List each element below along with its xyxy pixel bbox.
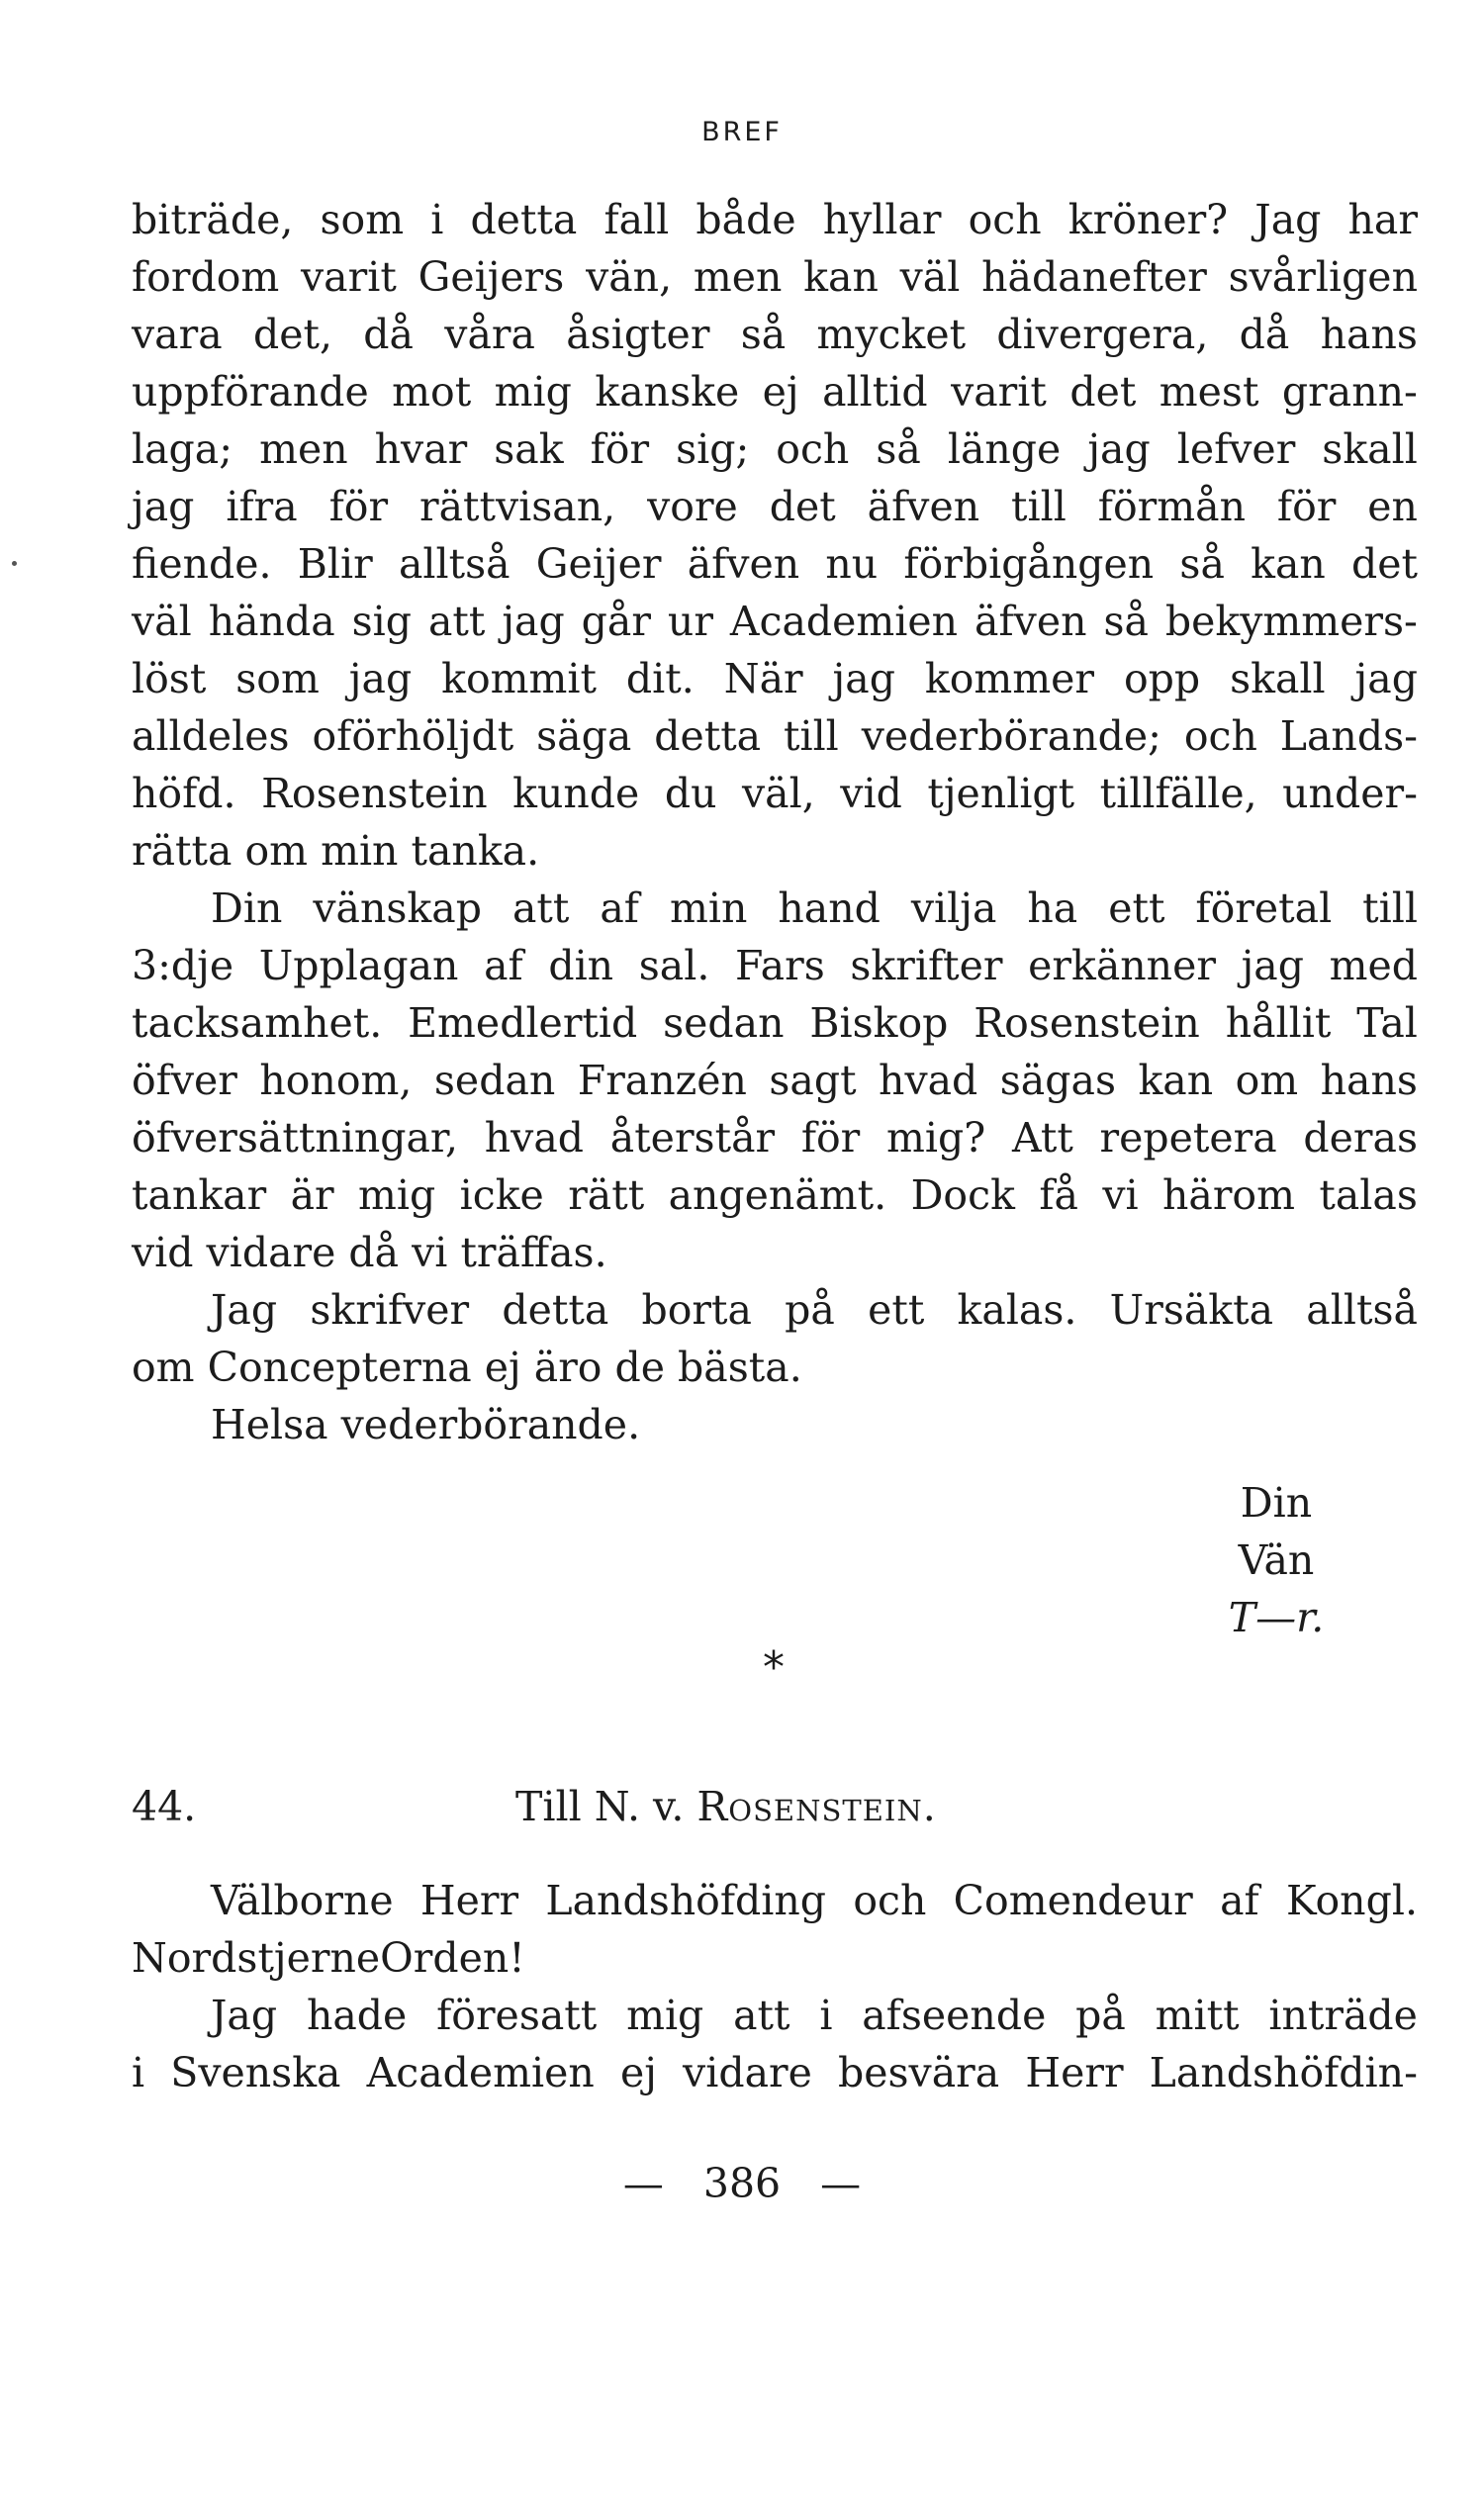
word: mycket xyxy=(816,311,967,358)
text-line xyxy=(132,1987,1418,2044)
word: sagt xyxy=(769,1057,857,1104)
word: då xyxy=(363,311,414,358)
word: detta xyxy=(654,712,762,760)
word: alldeles xyxy=(132,712,290,760)
word: Ursäkta xyxy=(1109,1286,1274,1334)
text-line xyxy=(132,248,1418,306)
word: länge xyxy=(947,425,1062,473)
word: mot xyxy=(392,368,472,416)
word: Geijer xyxy=(535,540,662,588)
word: lefver xyxy=(1176,425,1296,473)
word: nu xyxy=(825,540,879,588)
word: repetera xyxy=(1099,1114,1277,1162)
word: mig? xyxy=(886,1114,986,1162)
word: öfver xyxy=(132,1057,237,1104)
word: alltid xyxy=(822,368,928,416)
word: återstår xyxy=(609,1114,776,1162)
word: och xyxy=(968,196,1042,243)
word: alltså xyxy=(1306,1286,1418,1334)
word: Din xyxy=(211,884,283,932)
text-line xyxy=(132,1872,1418,1929)
word: Svenska xyxy=(170,2049,341,2096)
word: till xyxy=(1011,483,1067,530)
text-line xyxy=(132,363,1418,420)
word: jag xyxy=(1241,942,1304,989)
word: att xyxy=(427,598,486,645)
word: Rosenstein xyxy=(261,770,488,817)
word: mig xyxy=(626,1992,704,2039)
word: företal xyxy=(1195,884,1333,932)
word: ha xyxy=(1027,884,1078,932)
word: ej xyxy=(762,368,799,416)
word: af xyxy=(600,884,639,932)
word: Tal xyxy=(1356,999,1418,1047)
word: tjenligt xyxy=(927,770,1075,817)
word: sig xyxy=(351,598,412,645)
word: min xyxy=(669,884,748,932)
word: skall xyxy=(1230,655,1326,702)
section-separator-asterisk: * xyxy=(763,1642,785,1693)
word: vara xyxy=(132,311,223,358)
word: äfven xyxy=(687,540,800,588)
word: hållit xyxy=(1225,999,1332,1047)
word: då xyxy=(1239,311,1290,358)
word: i xyxy=(430,196,444,243)
word: löst xyxy=(132,655,207,702)
word: har xyxy=(1347,196,1418,243)
word: så xyxy=(876,425,921,473)
word: jag xyxy=(832,655,895,702)
word: säga xyxy=(536,712,632,760)
word: Landshöfding xyxy=(545,1877,827,1924)
word: mig xyxy=(494,368,572,416)
word: 3:dje xyxy=(132,942,234,989)
word: grann- xyxy=(1281,368,1418,416)
word: af xyxy=(1220,1877,1259,1924)
word: våra xyxy=(444,311,535,358)
word: som xyxy=(235,655,320,702)
text-line: om Concepterna ej äro de bästa. xyxy=(132,1344,802,1391)
word: det xyxy=(1069,368,1137,416)
word: vid xyxy=(840,770,902,817)
word: uppförande xyxy=(132,368,369,416)
word: jag xyxy=(348,655,413,702)
word: din xyxy=(548,942,614,989)
word: väl xyxy=(899,253,961,301)
text-line xyxy=(132,478,1418,535)
text-line xyxy=(132,1166,1418,1224)
word: kommit xyxy=(441,655,597,702)
word: Fars xyxy=(734,942,825,989)
letter-heading xyxy=(132,1778,1418,1835)
word: icke xyxy=(459,1171,544,1219)
word: dit. xyxy=(625,655,695,702)
text-line xyxy=(132,1281,1418,1339)
text-line xyxy=(132,2044,1418,2101)
word: hvad xyxy=(484,1114,585,1162)
word: Landshöfdin- xyxy=(1149,2049,1418,2096)
word: i xyxy=(132,2049,145,2096)
text-line xyxy=(132,420,1418,478)
word: äfven xyxy=(867,483,980,530)
text-line xyxy=(132,880,1418,937)
word: kan xyxy=(1138,1057,1214,1104)
running-head: BREF xyxy=(701,117,783,147)
word: Academien xyxy=(729,598,959,645)
word: och xyxy=(776,425,850,473)
word: och xyxy=(853,1877,927,1924)
word: åsigter xyxy=(566,311,710,358)
word: en xyxy=(1367,483,1418,530)
word: ett xyxy=(1108,884,1165,932)
word: angenämt. xyxy=(668,1171,887,1219)
word: vänskap xyxy=(313,884,482,932)
word: på xyxy=(1075,1992,1126,2039)
text-line xyxy=(132,593,1418,650)
word: opp xyxy=(1123,655,1201,702)
word: När xyxy=(723,655,803,702)
word: skall xyxy=(1322,425,1418,473)
word: att xyxy=(733,1992,790,2039)
word: erkänner xyxy=(1028,942,1216,989)
letter-title-prefix: Till N. v. xyxy=(515,1783,685,1830)
word: inträde xyxy=(1268,1992,1418,2039)
word: Franzén xyxy=(577,1057,747,1104)
word: Biskop xyxy=(809,999,949,1047)
letter-title xyxy=(515,1778,937,1835)
word: för xyxy=(590,425,650,473)
letter-title-name: Rosenstein. xyxy=(696,1783,937,1830)
word: vore xyxy=(647,483,738,530)
word: tacksamhet. xyxy=(132,999,383,1047)
word: varit xyxy=(301,253,397,301)
word: ifra xyxy=(226,483,298,530)
word: kunde xyxy=(512,770,640,817)
word: Kongl. xyxy=(1285,1877,1418,1924)
signoff xyxy=(1167,1474,1385,1646)
word: och xyxy=(1183,712,1257,760)
word: kan xyxy=(803,253,879,301)
word: mitt xyxy=(1155,1992,1240,2039)
word: Jag xyxy=(211,1992,278,2039)
word: mest xyxy=(1159,368,1259,416)
text-line xyxy=(132,707,1418,765)
word: Herr xyxy=(1025,2049,1124,2096)
word: så xyxy=(740,311,787,358)
word: vi xyxy=(1102,1171,1139,1219)
word: mig xyxy=(358,1171,436,1219)
text-line xyxy=(132,994,1418,1052)
text-line xyxy=(132,650,1418,707)
word: fiende. xyxy=(132,540,272,588)
word: Att xyxy=(1011,1114,1073,1162)
word: Emedlertid xyxy=(408,999,638,1047)
word: ett xyxy=(868,1286,925,1334)
word: talas xyxy=(1319,1171,1418,1219)
word: det xyxy=(769,483,836,530)
word: kalas. xyxy=(957,1286,1077,1334)
word: tankar xyxy=(132,1171,267,1219)
word: går xyxy=(581,598,651,645)
word: alltså xyxy=(398,540,510,588)
text-line xyxy=(132,937,1418,994)
word: till xyxy=(1362,884,1418,932)
word: med xyxy=(1329,942,1418,989)
text-line xyxy=(132,535,1418,593)
word: men xyxy=(259,425,348,473)
word: divergera, xyxy=(996,311,1209,358)
word: svårligen xyxy=(1228,253,1418,301)
word: besvära xyxy=(838,2049,1000,2096)
word: Jag xyxy=(1254,196,1322,243)
word: för xyxy=(1276,483,1337,530)
word: det, xyxy=(252,311,332,358)
word: för xyxy=(328,483,389,530)
word: Upplagan xyxy=(258,942,459,989)
word: hans xyxy=(1320,311,1418,358)
text-line: rätta om min tanka. xyxy=(132,827,540,875)
word: Academien xyxy=(366,2049,595,2096)
word: Lands- xyxy=(1279,712,1418,760)
word: Herr xyxy=(419,1877,519,1924)
word: sig; xyxy=(676,425,750,473)
word: hvad xyxy=(879,1057,978,1104)
text-line xyxy=(132,306,1418,363)
word: väl xyxy=(132,598,192,645)
word: vilja xyxy=(910,884,997,932)
word: förbigången xyxy=(903,540,1155,588)
word: jag xyxy=(1087,425,1151,473)
word: vidare xyxy=(683,2049,812,2096)
word: tillfälle, xyxy=(1099,770,1257,817)
word: kanske xyxy=(595,368,740,416)
word: Välborne xyxy=(211,1877,394,1924)
margin-speck xyxy=(12,561,17,566)
word: Rosenstein xyxy=(974,999,1200,1047)
word: bekymmers- xyxy=(1164,598,1418,645)
word: hand xyxy=(778,884,881,932)
word: få xyxy=(1039,1171,1078,1219)
word: kan xyxy=(1251,540,1326,588)
word: Blir xyxy=(297,540,373,588)
word: honom, xyxy=(259,1057,413,1104)
word: Jag xyxy=(211,1286,278,1334)
text-line xyxy=(132,191,1418,248)
text-line xyxy=(132,765,1418,822)
word: varit xyxy=(951,368,1047,416)
word: jag xyxy=(132,483,195,530)
word: afseende xyxy=(862,1992,1047,2039)
word: skrifver xyxy=(310,1286,470,1334)
word: du xyxy=(664,770,717,817)
text-line xyxy=(132,1109,1418,1166)
word: så xyxy=(1103,598,1149,645)
word: på xyxy=(785,1286,835,1334)
word: hädanefter xyxy=(981,253,1207,301)
page-folio xyxy=(0,2155,1484,2212)
word: föresatt xyxy=(436,1992,598,2039)
word: att xyxy=(511,884,570,932)
word: hyllar xyxy=(822,196,942,243)
letter-body-continued xyxy=(132,191,1418,1453)
word: rättvisan, xyxy=(418,483,616,530)
word: jag xyxy=(1354,655,1418,702)
word: biträde, xyxy=(132,196,294,243)
word: både xyxy=(696,196,796,243)
word: jag xyxy=(502,598,565,645)
letter-number: 44. xyxy=(132,1783,197,1830)
word: af xyxy=(484,942,523,989)
word: väl, xyxy=(742,770,815,817)
word: kröner? xyxy=(1067,196,1229,243)
word: härom xyxy=(1161,1171,1295,1219)
word: laga; xyxy=(132,425,233,473)
word: under- xyxy=(1282,770,1418,817)
word: detta xyxy=(502,1286,609,1334)
word: men xyxy=(693,253,783,301)
word: som xyxy=(320,196,405,243)
word: ur xyxy=(667,598,713,645)
word: höfd. xyxy=(132,770,236,817)
word: öfversättningar, xyxy=(132,1114,459,1162)
signoff-line-2: Vän xyxy=(1238,1536,1315,1584)
word: hända xyxy=(208,598,335,645)
word: Geijers xyxy=(417,253,565,301)
signoff-signature: T—r. xyxy=(1228,1594,1325,1641)
word: äfven xyxy=(974,598,1087,645)
text-line: NordstjerneOrden! xyxy=(132,1934,525,1982)
word: detta xyxy=(470,196,578,243)
letter-body-new xyxy=(132,1872,1418,2101)
word: skrifter xyxy=(850,942,1003,989)
signoff-line-1: Din xyxy=(1240,1479,1313,1527)
word: så xyxy=(1179,540,1225,588)
word: sal. xyxy=(638,942,710,989)
word: deras xyxy=(1303,1114,1418,1162)
word: sak xyxy=(494,425,564,473)
word: hvar xyxy=(374,425,468,473)
word: kommer xyxy=(924,655,1095,702)
text-line: Helsa vederbörande. xyxy=(211,1401,641,1448)
word: är xyxy=(290,1171,334,1219)
word: rätt xyxy=(568,1171,645,1219)
word: sägas xyxy=(999,1057,1116,1104)
page-number: 386 xyxy=(702,2160,782,2207)
word: för xyxy=(800,1114,861,1162)
word: det xyxy=(1351,540,1418,588)
text-line: vid vidare då vi träffas. xyxy=(132,1229,607,1276)
word: oförhöljdt xyxy=(312,712,514,760)
word: fordom xyxy=(132,253,280,301)
word: vän, xyxy=(586,253,673,301)
word: Dock xyxy=(910,1171,1015,1219)
word: Comendeur xyxy=(953,1877,1193,1924)
word: till xyxy=(783,712,839,760)
word: förmån xyxy=(1097,483,1246,530)
word: fall xyxy=(603,196,670,243)
word: vederbörande; xyxy=(861,712,1161,760)
word: borta xyxy=(641,1286,752,1334)
word: hade xyxy=(306,1992,408,2039)
word: om xyxy=(1235,1057,1299,1104)
text-line xyxy=(132,1052,1418,1109)
word: sedan xyxy=(663,999,785,1047)
folio-dash-left: — xyxy=(622,2160,664,2207)
word: i xyxy=(819,1992,833,2039)
word: ej xyxy=(619,2049,657,2096)
word: hans xyxy=(1320,1057,1418,1104)
folio-dash-right: — xyxy=(820,2160,862,2207)
word: sedan xyxy=(433,1057,556,1104)
